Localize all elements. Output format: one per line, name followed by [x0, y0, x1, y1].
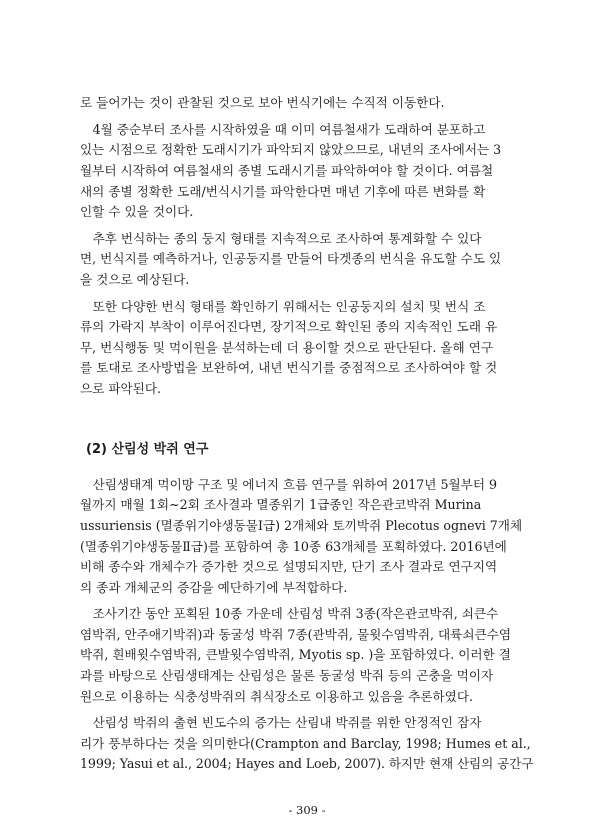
text-line: 로 들어가는 것이 관찰된 것으로 보아 번식기에는 수직적 이동한다. — [80, 95, 445, 110]
text-line: 원으로 이용하는 식충성박쥐의 취식장소로 이용하고 있음을 추론하였다. — [80, 689, 473, 704]
text-line: 산림생태계 먹이망 구조 및 에너지 흐름 연구를 위하여 2017년 5월부터 9 — [80, 477, 498, 492]
text-line: 인할 수 있을 것이다. — [80, 204, 194, 219]
text-line: 류의 가락지 부착이 이루어진다면, 장기적으로 확인된 종의 지속적인 도래 유 — [80, 319, 498, 334]
text-line: 4월 중순부터 조사를 시작하였을 때 이미 여름철새가 도래하여 분포하고 — [80, 122, 486, 137]
text-line: ussuriensis (멸종위기야생동물Ⅰ급) 2개체와 토끼박쥐 Plecotus ognevi 7개체 — [80, 518, 523, 533]
text-line: 를 토대로 조사방법을 보완하여, 내년 번식기를 중점적으로 조사하여야 할 것 — [80, 360, 498, 375]
text-line: 으로 파악된다. — [80, 381, 161, 396]
text-line: 과를 바탕으로 산림생태계는 산림성은 물론 동굴성 박쥐 등의 곤충을 먹이자 — [80, 668, 494, 683]
text-line: 새의 종별 정확한 도래/번식시기를 파악한다면 매년 기후에 따른 변화를 확 — [80, 184, 486, 199]
section-heading: (2) 산림성 박쥐 연구 — [86, 442, 209, 457]
text-line: 염박쥐, 안주애기박쥐)과 동굴성 박쥐 7종(관박쥐, 물윗수염박쥐, 대륙쇠큰수염 — [80, 627, 512, 642]
text-line: 비해 종수와 개체수가 증가한 것으로 설명되지만, 단기 조사 결과로 연구지역 — [80, 559, 498, 574]
text-line: 1999; Yasui et al., 2004; Hayes and Loeb, 2007). 하지만 현재 산림의 공간구 — [80, 756, 534, 771]
text-line: 월부터 시작하여 여름철새의 종별 도래시기를 파악하여야 할 것이다. 여름철 — [80, 163, 494, 178]
text-line: 산림성 박쥐의 출현 빈도수의 증가는 산림내 박쥐를 위한 안정적인 잠자 — [80, 715, 482, 730]
text-line: 무, 번식행동 및 먹이원을 분석하는데 더 용이할 것으로 판단된다. 올해 연구 — [80, 340, 494, 355]
page-number: - 309 - — [288, 803, 326, 817]
text-line: 월까지 매월 1회~2회 조사결과 멸종위기 1급종인 작은관코박쥐 Murina — [80, 497, 482, 512]
text-line: (멸종위기야생동물Ⅱ급)를 포함하여 총 10종 63개체를 포획하였다. 2016년에 — [80, 539, 507, 554]
text-line: 조사기간 동안 포획된 10종 가운데 산림성 박쥐 3종(작은관코박쥐, 쇠큰수 — [80, 606, 499, 621]
text-line: 또한 다양한 번식 형태를 확인하기 위해서는 인공둥지의 설치 및 번식 조 — [80, 299, 486, 314]
text-line: 있는 시점으로 정확한 도래시기가 파악되지 않았으므로, 내년의 조사에서는 3 — [80, 142, 502, 157]
text-line: 면, 번식지를 예측하거나, 인공둥지를 만들어 타겟종의 번식을 유도할 수도 있 — [80, 251, 502, 266]
text-line: 리가 풍부하다는 것을 의미한다(Crampton and Barclay, 1998; Humes et al., — [80, 736, 531, 751]
text-line: 추후 번식하는 종의 둥지 형태를 지속적으로 조사하여 통계화할 수 있다 — [80, 231, 482, 246]
text-line: 의 종과 개체군의 증감을 예단하기에 부적합하다. — [80, 580, 348, 595]
text-line: 박쥐, 흰배윗수염박쥐, 큰발윗수염박쥐, Myotis sp. )을 포함하였다. 이러한 결 — [80, 647, 511, 662]
text-line: 을 것으로 예상된다. — [80, 272, 190, 287]
